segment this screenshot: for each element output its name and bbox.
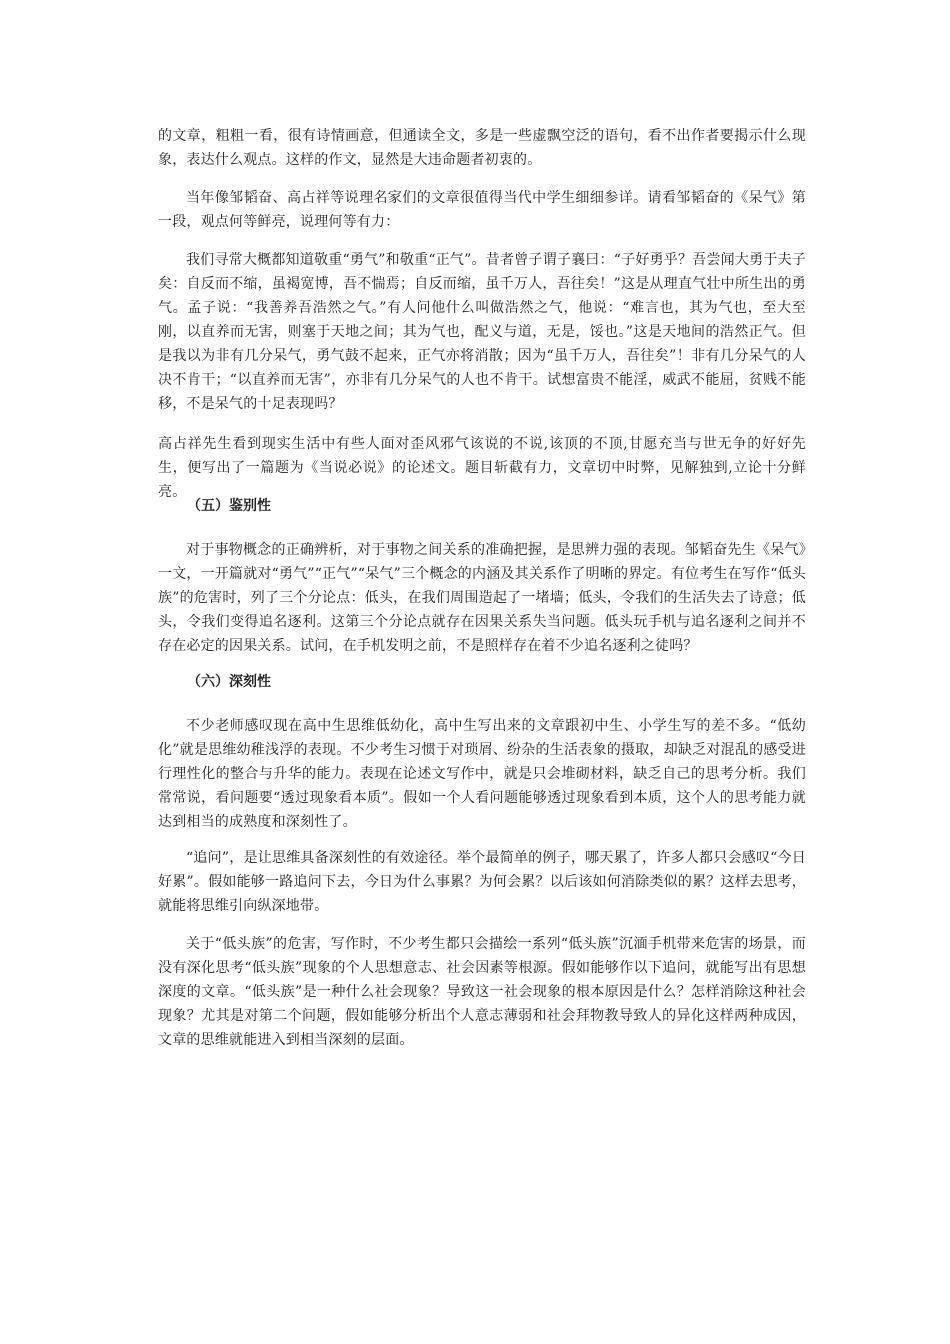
paragraph-intro-end: 的文章，粗粗一看，很有诗情画意，但通读全文，多是一些虚飘空泛的语句，看不出作者要揭示什么现象，表达什么观点。这样的作文，显然是大违命题者初衷的。 xyxy=(158,128,806,168)
paragraph-depth: 不少老师感叹现在高中生思维低幼化，高中生写出来的文章跟初中生、小学生写的差不多。“低幼化”就是思维幼稚浅浮的表现。不少考生习惯于对琐屑、纷杂的生活表象的摄取，却缺乏对混乱的感受进行理性化的整合与升华的能力。表现在论述文写作中，就是只会堆砌材料，缺乏自己的思考分析。我们常常说，看问题要“透过现象看本质”。假如一个人看问题能够透过现象看到本质，这个人的思考能力就达到相当的成熟度和深刻性了。 xyxy=(158,718,806,830)
paragraph-daiqi-quote: 我们寻常大概都知道敬重“勇气”和敬重“正气”。昔者曾子谓子襄曰：“子好勇乎？吾尝闻大勇于夫子矣：自反而不缩，虽褐宽博，吾不惴焉；自反而缩，虽千万人，吾往矣！”这是从理直气壮中所生出的勇气。孟子说：“我善养吾浩然之气。”有人问他什么叫做浩然之气，他说：“难言也，其为气也，至大至刚，以直养而无害，则塞于天地之间；其为气也，配义与道，无是，馁也。”这是天地间的浩然正气。但是我以为非有几分呆气，勇气鼓不起来，正气亦将消散；因为“虽千万人，吾往矣”！非有几分呆气的人决不肯干；“以直养而无害”，亦非有几分呆气的人也不肯干。试想富贵不能淫，威武不能屈，贫贱不能移，不是呆气的十足表现吗？ xyxy=(158,252,806,412)
heading-section-6: （六）深刻性 xyxy=(187,674,271,690)
paragraph-gao-zhanxiang: 高占祥先生看到现实生活中有些人面对歪风邪气该说的不说,该顶的不顶,甘愿充当与世无争的好好先生，便写出了一篇题为《当说必说》的论述文。题目斩截有力，文章切中时弊，见解独到,立论十分鲜亮。 xyxy=(158,436,806,500)
paragraph-questioning: “追问”，是让思维具备深刻性的有效途径。举个最简单的例子，哪天累了，许多人都只会感叹“今日好累”。假如能够一路追问下去，今日为什么事累？为何会累？以后该如何消除类似的累？这样去思考，就能将思维引向纵深地带。 xyxy=(158,850,806,914)
paragraph-discrimination: 对于事物概念的正确辨析，对于事物之间关系的准确把握，是思辨力强的表现。邹韬奋先生《呆气》一文，一开篇就对“勇气”“正气”“呆气”三个概念的内涵及其关系作了明晰的界定。有位考生在写作“低头族”的危害时，列了三个分论点：低头，在我们周围造起了一堵墙；低头，令我们的生活失去了诗意；低头，令我们变得追名逐利。这第三个分论点就存在因果关系失当问题。低头玩手机与追名逐利之间并不存在必定的因果关系。试问，在手机发明之前，不是照样存在着不少追名逐利之徒吗？ xyxy=(158,542,806,654)
heading-section-5: （五）鉴别性 xyxy=(187,498,271,514)
paragraph-head-down-tribe: 关于“低头族”的危害，写作时，不少考生都只会描绘一系列“低头族”沉湎手机带来危害的场景，而没有深化思考“低头族”现象的个人思想意志、社会因素等根源。假如能够作以下追问，就能写出有思想深度的文章。“低头族”是一种什么社会现象？导致这一社会现象的根本原因是什么？怎样消除这种社会现象？尤其是对第二个问题，假如能够分析出个人意志薄弱和社会拜物教导致人的异化这样两种成因，文章的思维就能进入到相当深刻的层面。 xyxy=(158,936,806,1048)
paragraph-famous-writers: 当年像邹韬奋、高占祥等说理名家们的文章很值得当代中学生细细参详。请看邹韬奋的《呆气》第一段，观点何等鲜亮，说理何等有力： xyxy=(158,190,806,230)
